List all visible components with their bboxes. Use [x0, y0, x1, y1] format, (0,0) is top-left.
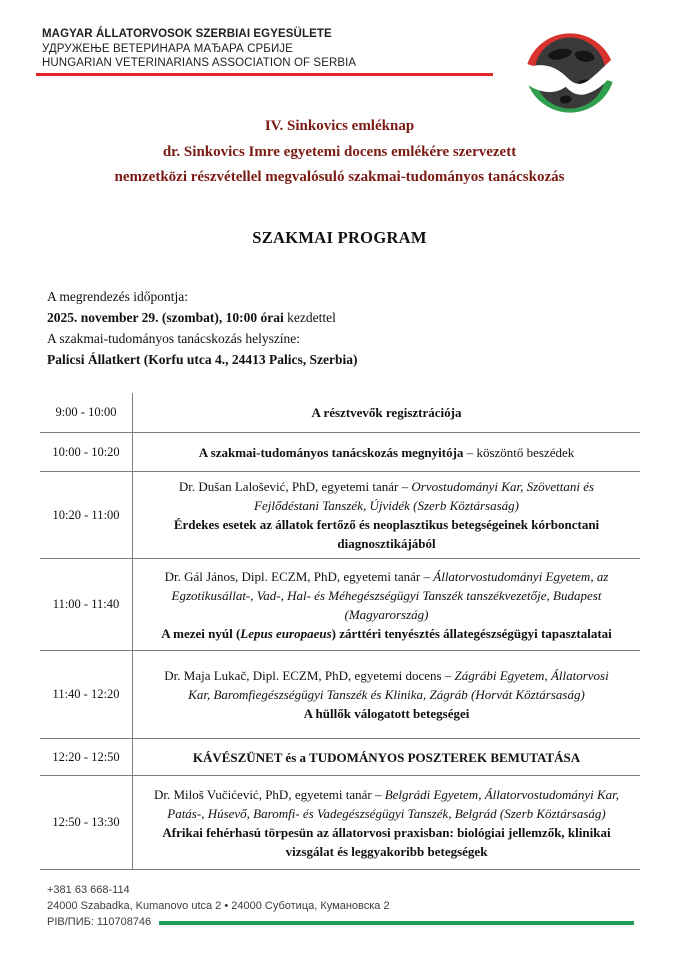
event-venue-label: A szakmai-tudományos tanácskozás helyszíne: — [47, 331, 301, 346]
session-text-segment: Orvostudományi Kar, Szövettani és Fejlődéstani Tanszék, Újvidék (Szerb Köztársaság) — [254, 479, 595, 513]
event-title-block — [0, 114, 679, 191]
session-text-segment: – köszöntő beszédek — [463, 444, 575, 460]
session-text-segment: KÁVÉSZÜNET és a TUDOMÁNYOS POSZTEREK BEMUTATÁSA — [192, 749, 581, 765]
footer-address: 24000 Szabadka, Kumanovo utca 2 • 24000 Суботица, Кумановска 2 — [47, 900, 390, 912]
session-details — [133, 433, 640, 471]
event-title-line-3: nemzetközi részvétellel megvalósuló szakmai-tudományos tanácskozás — [114, 169, 565, 185]
session-text-segment: Dr. Miloš Vučićević, PhD, egyetemi tanár – — [153, 786, 385, 802]
schedule-row — [40, 559, 640, 651]
session-text — [153, 785, 620, 823]
time-slot: 12:50 - 13:30 — [40, 776, 133, 869]
session-text — [193, 748, 580, 767]
session-details — [133, 393, 640, 432]
session-text — [312, 403, 462, 422]
session-details — [133, 651, 640, 738]
session-text-segment: A hüllők válogatott betegségei — [303, 706, 470, 721]
session-text-segment: A résztvevők regisztrációja — [311, 405, 462, 420]
org-name-english: HUNGARIAN VETERINARIANS ASSOCIATION OF SERBIA — [42, 57, 357, 69]
org-name-hungarian: MAGYAR ÁLLATORVOSOK SZERBIAI EGYESÜLETE — [42, 28, 332, 40]
association-logo-icon — [494, 20, 646, 126]
session-text-segment: Állatorvostudományi Egyetem, az Egzotikusállat-, Vad-, Hal- és Méhegészségügyi Tanszék tanszékvezetője, Budapest (Magyarország) — [171, 568, 609, 622]
org-name-block — [42, 27, 356, 71]
header-red-rule — [36, 73, 493, 76]
session-text — [199, 443, 575, 462]
session-details — [133, 559, 640, 650]
time-slot: 9:00 - 10:00 — [40, 393, 133, 432]
session-text-segment: ) zárttéri tenyésztés állategészségügyi tapasztalatai — [331, 625, 612, 641]
session-text-segment: Lepus europaeus — [240, 625, 332, 641]
session-text-segment: A szakmai-tudományos tanácskozás megnyitója — [198, 444, 464, 460]
session-text-segment: Dr. Gál János, Dipl. ECZM, PhD, egyetemi tanár – — [164, 568, 434, 584]
footer-green-rule — [159, 921, 634, 925]
session-details — [133, 776, 640, 869]
program-heading: SZAKMAI PROGRAM — [252, 228, 427, 247]
session-text — [153, 823, 620, 861]
event-date-value — [47, 307, 357, 328]
schedule-row — [40, 776, 640, 870]
footer-pib: PIB/ПИБ: 110708746 — [47, 916, 152, 928]
footer-pib-row — [47, 914, 647, 930]
time-slot: 11:40 - 12:20 — [40, 651, 133, 738]
schedule-row — [40, 433, 640, 472]
session-details — [133, 739, 640, 775]
session-text-segment: A mezei nyúl ( — [161, 625, 241, 641]
event-title-line-2: dr. Sinkovics Imre egyetemi docens emlékére szervezett — [162, 143, 517, 160]
session-text-segment: Afrikai fehérhasú törpesün az állatorvosi praxisban: biológiai jellemzők, klinikai vizsgálat és leggyakoribb betegségek — [162, 824, 611, 859]
session-text — [153, 666, 620, 704]
globe-with-seagull-icon — [494, 20, 646, 126]
org-name-serbian: УДРУЖЕЊЕ ВЕТЕРИНАРА МАЂАРА СРБИЈЕ — [42, 42, 293, 55]
event-title-line-1: IV. Sinkovics emléknap — [264, 118, 415, 134]
time-slot: 12:20 - 12:50 — [40, 739, 133, 775]
session-text — [161, 624, 612, 643]
session-text-segment: Zágrábi Egyetem, Állatorvosi Kar, Baromfiegészségügyi Tanszék és Klinika, Zágráb (Horvát Köztársaság) — [188, 668, 609, 702]
time-slot: 11:00 - 11:40 — [40, 559, 133, 650]
schedule-row — [40, 651, 640, 739]
event-details — [47, 286, 357, 370]
schedule-row — [40, 739, 640, 776]
footer-contact-block — [47, 882, 647, 930]
session-text-segment: Dr. Maja Lukač, Dipl. ECZM, PhD, egyetemi docens – — [164, 668, 455, 683]
time-slot: 10:20 - 11:00 — [40, 472, 133, 558]
session-text — [153, 515, 620, 553]
time-slot: 10:00 - 10:20 — [40, 433, 133, 471]
schedule-table — [40, 393, 640, 870]
session-details — [133, 472, 640, 558]
session-text-segment: Belgrádi Egyetem, Állatorvostudományi Kar, Patás-, Húsevő, Baromfi- és Vadegészségügyi Tanszék, Belgrád (Szerb Köztársaság) — [167, 786, 620, 821]
event-date-bold: 2025. november 29. (szombat), 10:00 órai — [47, 310, 284, 325]
session-text — [153, 567, 620, 624]
session-text-segment: Dr. Dušan Lalošević, PhD, egyetemi tanár – — [178, 479, 412, 494]
event-date-rest: kezdettel — [283, 310, 336, 325]
schedule-row — [40, 472, 640, 559]
session-text — [153, 477, 620, 515]
event-venue-value: Palicsi Állatkert (Korfu utca 4., 24413 Palics, Szerbia) — [47, 352, 358, 367]
session-text — [304, 704, 470, 723]
session-text-segment: Érdekes esetek az állatok fertőző és neoplasztikus betegségeinek kórbonctani diagnosztikájából — [173, 517, 600, 551]
schedule-row — [40, 393, 640, 433]
footer-phone: +381 63 668-114 — [47, 884, 130, 896]
event-date-label: A megrendezés időpontja: — [47, 289, 188, 304]
